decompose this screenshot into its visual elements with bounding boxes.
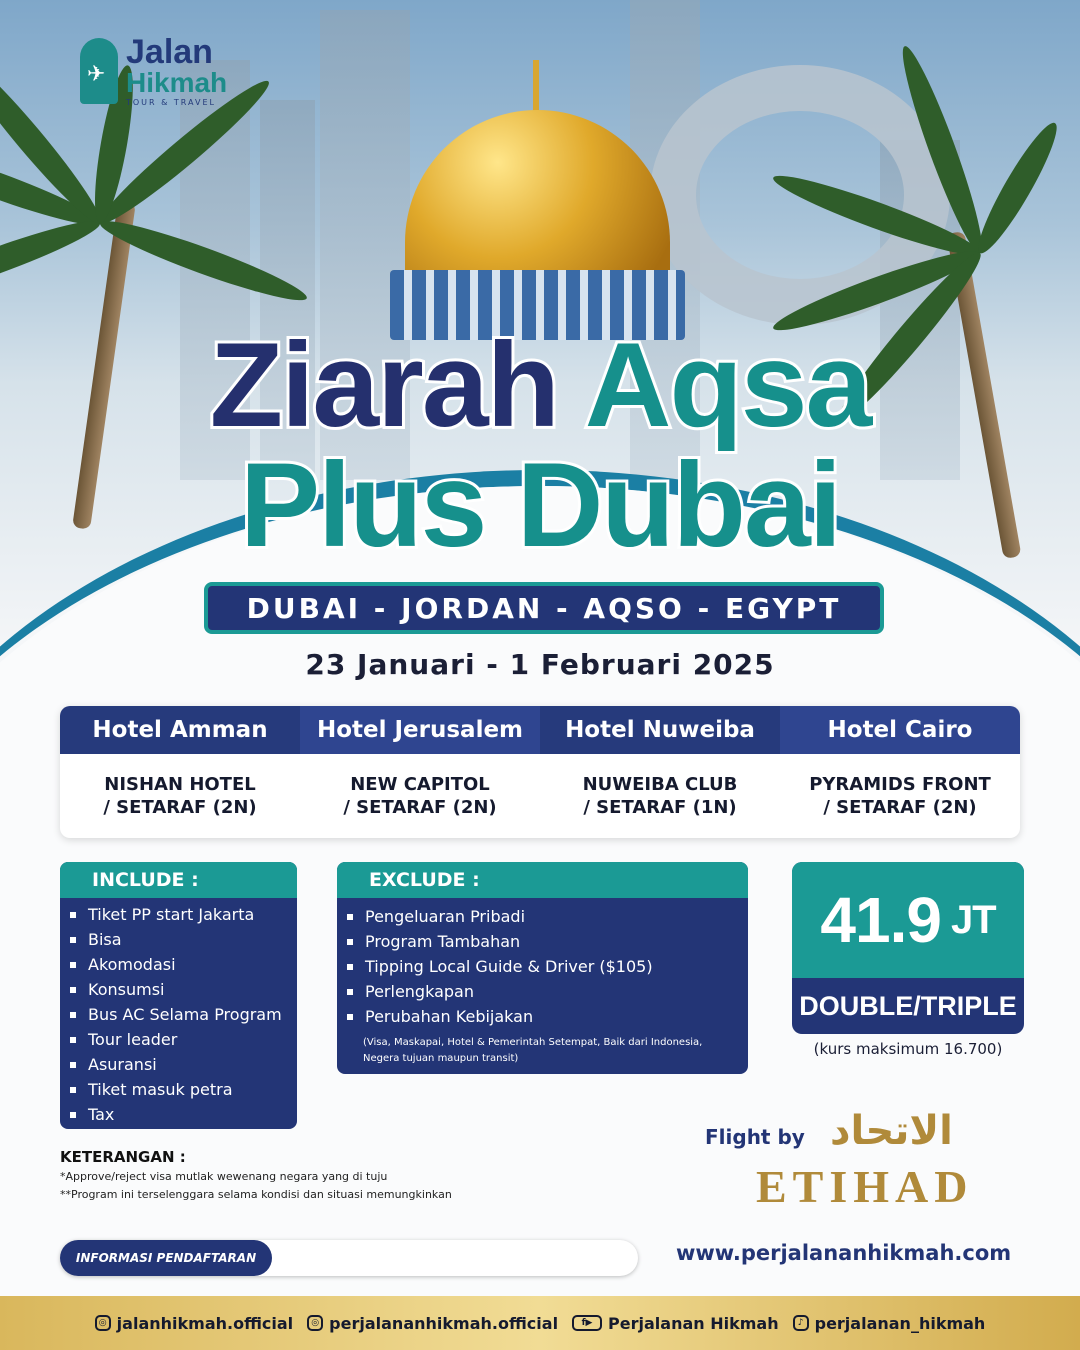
list-item: Akomodasi: [70, 952, 297, 977]
list-item: Asuransi: [70, 1052, 297, 1077]
hotel-name: [780, 754, 1020, 838]
hotel-column: [540, 706, 780, 838]
hotel-nights: / SETARAF (2N): [343, 797, 497, 818]
hotel-name: [540, 754, 780, 838]
price-amount: [792, 862, 1024, 978]
keterangan-line: **Program ini terselenggara selama kondisi dan situasi memungkinkan: [60, 1188, 452, 1201]
hotel-nights: / SETARAF (1N): [583, 797, 737, 818]
registration-label: INFORMASI PENDAFTARAN: [60, 1240, 272, 1276]
hotel-city: Hotel Cairo: [780, 706, 1020, 754]
exchange-rate-note: (kurs maksimum 16.700): [813, 1040, 1003, 1058]
trip-dates: 23 Januari - 1 Februari 2025: [305, 648, 775, 681]
price-value: 41.9: [820, 884, 941, 956]
list-item: Pengeluaran Pribadi: [347, 904, 748, 929]
room-type: DOUBLE/TRIPLE: [799, 990, 1017, 1021]
exclude-list: [337, 898, 748, 1029]
hotel-name-line: PYRAMIDS FRONT: [809, 773, 991, 795]
etihad-logo: ETIHAD: [756, 1161, 974, 1212]
title-line-1: [0, 318, 1080, 452]
list-item: Bisa: [70, 927, 297, 952]
keterangan-line: *Approve/reject visa mutlak wewenang negara yang di tuju: [60, 1170, 388, 1183]
social-link[interactable]: [793, 1314, 986, 1333]
hotel-name: [300, 754, 540, 838]
list-item: Tiket PP start Jakarta: [70, 902, 297, 927]
social-handle: perjalananhikmah.official: [329, 1313, 559, 1333]
hotel-column: [780, 706, 1020, 838]
hotel-nights: / SETARAF (2N): [823, 797, 977, 818]
hotel-column: [300, 706, 540, 838]
title-word-aqsa: Aqsa: [584, 318, 871, 452]
social-link[interactable]: [307, 1314, 558, 1333]
website-link[interactable]: www.perjalananhikmah.com: [676, 1241, 1012, 1265]
list-item: Perlengkapan: [347, 979, 748, 1004]
include-box: [60, 862, 297, 1129]
registration-field[interactable]: [60, 1240, 638, 1276]
exclude-box: [337, 862, 748, 1074]
hotel-nights: / SETARAF (2N): [103, 797, 257, 818]
social-link[interactable]: [572, 1314, 779, 1333]
list-item: Perubahan Kebijakan: [347, 1004, 748, 1029]
list-item: Tour leader: [70, 1027, 297, 1052]
hotel-table: [60, 706, 1020, 838]
route-banner: DUBAI - JORDAN - AQSO - EGYPT: [204, 582, 884, 634]
hotel-name-line: NUWEIBA CLUB: [582, 773, 738, 795]
instagram-icon: ◎: [95, 1315, 111, 1331]
keterangan-title: KETERANGAN :: [60, 1148, 186, 1166]
social-handle: jalanhikmah.official: [116, 1313, 294, 1333]
social-footer: [0, 1296, 1080, 1350]
etihad-arabic-logo: الاتحاد: [830, 1108, 953, 1154]
social-handle: perjalanan_hikmah: [814, 1313, 986, 1333]
hotel-city: Hotel Nuweiba: [540, 706, 780, 754]
title-line-2: [0, 438, 1080, 572]
instagram-icon: ◎: [307, 1315, 323, 1331]
hotel-column: [60, 706, 300, 838]
social-link[interactable]: [95, 1314, 294, 1333]
include-list: [60, 898, 297, 1127]
brand-name-bottom: Hikmah: [126, 67, 228, 98]
facebook-youtube-icon: f▶: [572, 1315, 602, 1331]
hotel-name-line: NISHAN HOTEL: [104, 773, 256, 795]
flight-label: Flight by: [705, 1125, 805, 1149]
brand-logo: [80, 35, 227, 107]
brand-tagline: TOUR & TRAVEL: [126, 98, 216, 107]
exclude-note: (Visa, Maskapai, Hotel & Pemerintah Setempat, Baik dari Indonesia, Negera tujuan maupun transit): [363, 1037, 703, 1064]
plane-arch-icon: [80, 38, 118, 104]
list-item: Konsumsi: [70, 977, 297, 1002]
hotel-city: Hotel Jerusalem: [300, 706, 540, 754]
dome-spire: [533, 60, 539, 115]
price-box: [792, 862, 1024, 1034]
hotel-name-line: NEW CAPITOL: [350, 773, 490, 795]
brand-name-top: Jalan: [126, 33, 213, 71]
include-title: INCLUDE :: [60, 862, 297, 898]
list-item: Program Tambahan: [347, 929, 748, 954]
social-handle: Perjalanan Hikmah: [608, 1313, 779, 1333]
hotel-name: [60, 754, 300, 838]
list-item: Tax: [70, 1102, 297, 1127]
exclude-title: EXCLUDE :: [337, 862, 748, 898]
hotel-city: Hotel Amman: [60, 706, 300, 754]
title-word-ziarah: Ziarah: [209, 318, 558, 452]
price-unit: JT: [950, 897, 996, 942]
list-item: Tiket masuk petra: [70, 1077, 297, 1102]
list-item: Tipping Local Guide & Driver ($105): [347, 954, 748, 979]
tiktok-icon: ♪: [793, 1315, 809, 1331]
title-plus-dubai: Plus Dubai: [239, 438, 841, 572]
list-item: Bus AC Selama Program: [70, 1002, 297, 1027]
